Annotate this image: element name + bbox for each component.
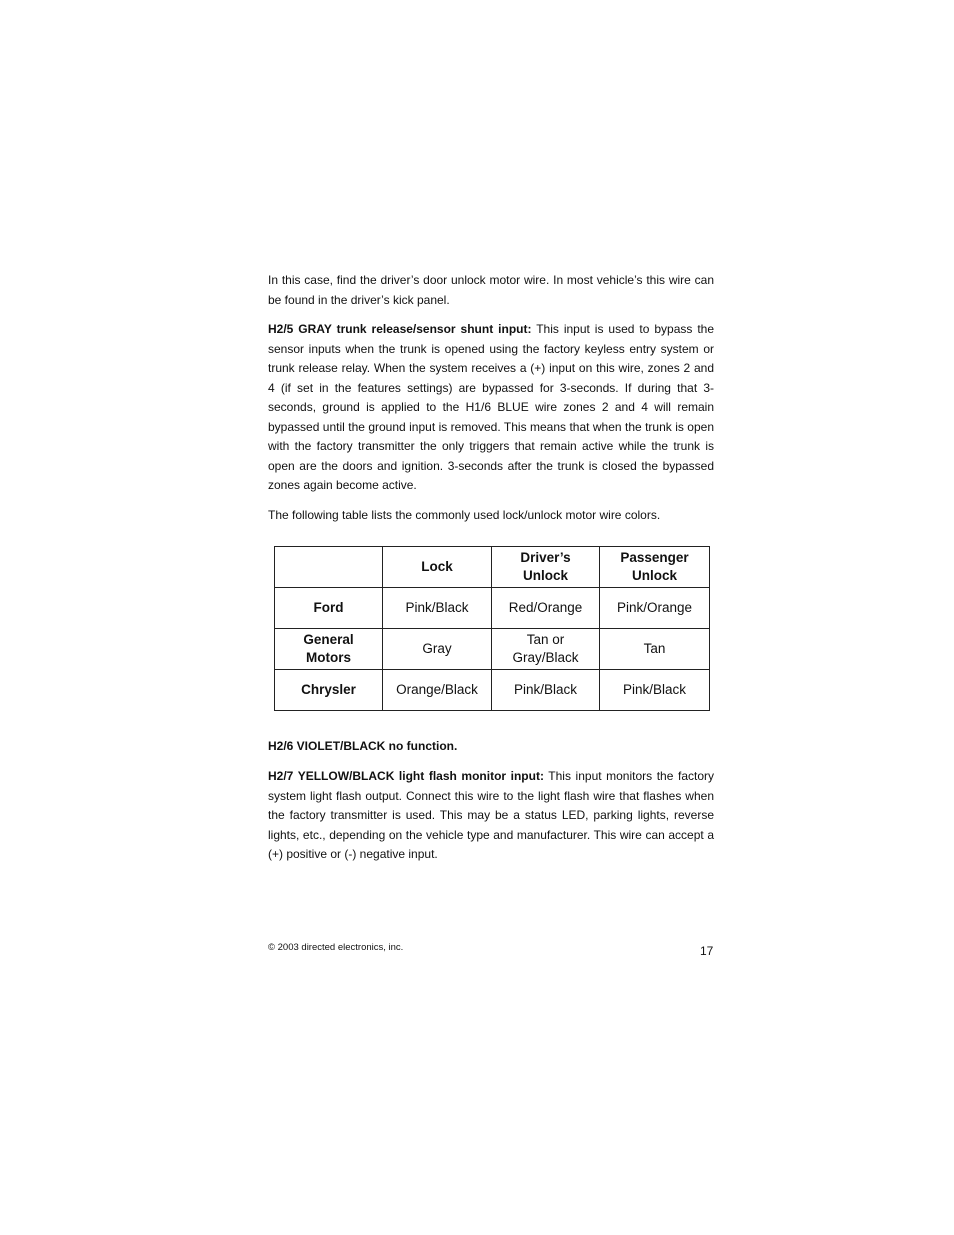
header-lock: Lock bbox=[383, 547, 492, 588]
row-make: Chrysler bbox=[275, 670, 383, 711]
header-passenger-unlock: Passenger Unlock bbox=[600, 547, 710, 588]
table-row bbox=[275, 588, 710, 629]
h25-heading: H2/5 GRAY trunk release/sensor shunt input: bbox=[268, 322, 532, 336]
header-blank bbox=[275, 547, 383, 588]
table-intro-paragraph: The following table lists the commonly used lock/unlock motor wire colors. bbox=[268, 507, 661, 522]
table-row bbox=[275, 629, 710, 670]
cell-driver-unlock: Tan or Gray/Black bbox=[492, 629, 600, 670]
cell-driver-unlock: Red/Orange bbox=[492, 588, 600, 629]
cell-passenger-unlock: Pink/Black bbox=[600, 670, 710, 711]
copyright-footer: © 2003 directed electronics, inc. bbox=[268, 942, 404, 953]
table-row bbox=[275, 670, 710, 711]
cell-passenger-unlock: Pink/Orange bbox=[600, 588, 710, 629]
h25-paragraph bbox=[268, 320, 714, 496]
h27-body: This input monitors the factory system light flash output. Connect this wire to the light flash wire that flashes when the factory transmitter is used. This may be a status LED, parking lights, reverse lights, etc., depending on the vehicle type and manufacturer. This wire can accept a (+) positive or (-) negative input. bbox=[268, 769, 714, 861]
page-number: 17 bbox=[700, 944, 714, 958]
cell-driver-unlock: Pink/Black bbox=[492, 670, 600, 711]
h27-paragraph bbox=[268, 767, 714, 865]
h26-paragraph: H2/6 VIOLET/BLACK no function. bbox=[268, 739, 458, 753]
h25-body: This input is used to bypass the sensor inputs when the trunk is opened using the factory keyless entry system or trunk release relay. When the system receives a (+) input on this wire, zones 2 and 4 (if set in the features settings) are bypassed for 3-seconds. If during that 3-seconds, ground is applied to the H1/6 BLUE wire zones 2 and 4 will remain bypassed until the ground input is removed. This means that when the trunk is open with the factory transmitter the only triggers that remain active while the trunk is open are the doors and ignition. 3-seconds after the trunk is closed the bypassed zones again become active. bbox=[268, 322, 714, 492]
wire-color-table bbox=[274, 546, 710, 711]
table-header-row bbox=[275, 547, 710, 588]
h27-heading: H2/7 YELLOW/BLACK light flash monitor input: bbox=[268, 769, 544, 783]
cell-passenger-unlock: Tan bbox=[600, 629, 710, 670]
row-make: General Motors bbox=[275, 629, 383, 670]
intro-paragraph: In this case, find the driver’s door unlock motor wire. In most vehicle’s this wire can be found in the driver’s kick panel. bbox=[268, 273, 714, 307]
header-driver-unlock: Driver’s Unlock bbox=[492, 547, 600, 588]
body-column bbox=[268, 271, 714, 535]
cell-lock: Orange/Black bbox=[383, 670, 492, 711]
cell-lock: Gray bbox=[383, 629, 492, 670]
row-make: Ford bbox=[275, 588, 383, 629]
cell-lock: Pink/Black bbox=[383, 588, 492, 629]
